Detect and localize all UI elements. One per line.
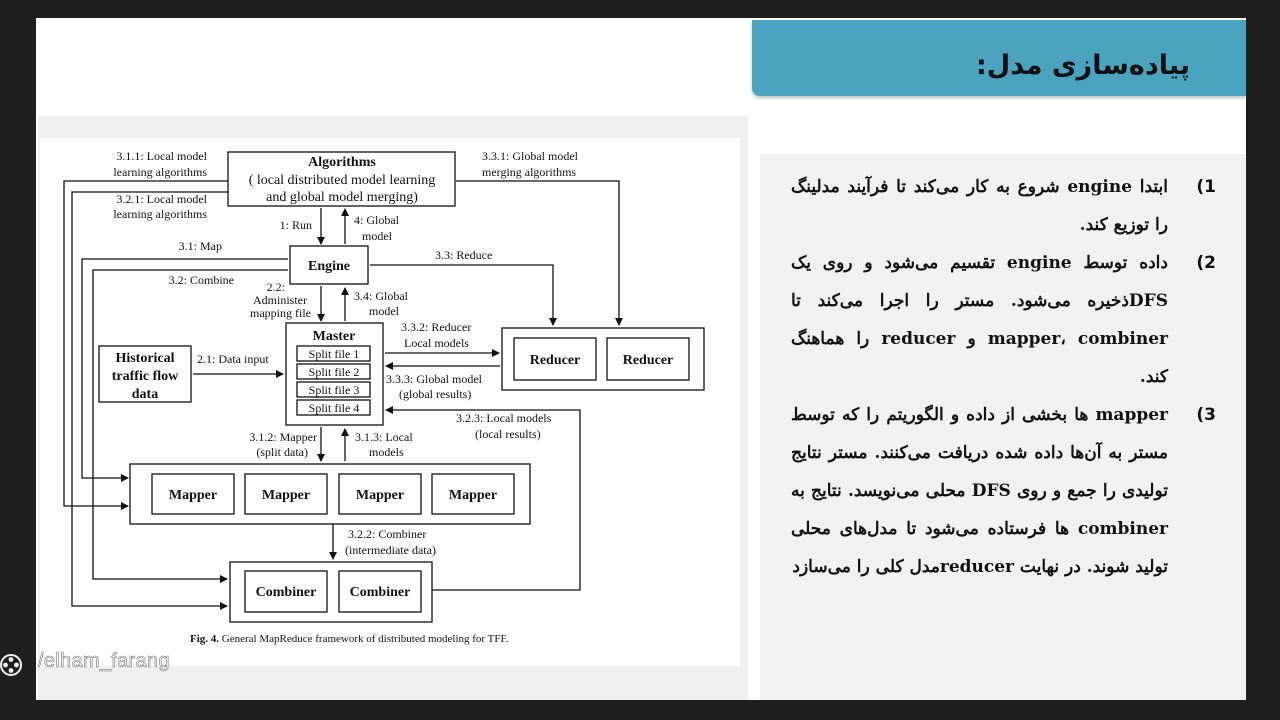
edge-label-combine: 3.2: Combine xyxy=(168,273,234,287)
split-file-2-label: Split file 2 xyxy=(308,365,360,379)
caption-fig-number: Fig. 4. xyxy=(190,633,220,645)
film-reel-icon xyxy=(0,652,24,678)
step-number-3: 3) xyxy=(1196,405,1216,425)
edge-label-3-1-1b: learning algorithms xyxy=(113,165,207,179)
reducer-label-2: Reducer xyxy=(622,353,674,368)
mapper-label-2: Mapper xyxy=(261,488,311,503)
step-text-3: mapper ها بخشی از داده و الگوریتم را که توسط مستر به آن‌ها داده شده دریافت می‌کنند. مستر نتایج تولیدی را جمع و روی DFS محلی می‌نویسد. نتایج به combiner ها فرستاده می‌شود تا مدل‌های محلی تولید شوند. در نهایت reducerمدل کلی را می‌سازد xyxy=(791,405,1169,577)
edge-label-3-2-2b: (intermediate data) xyxy=(345,543,436,557)
mapper-label-3: Mapper xyxy=(355,488,405,503)
algorithms-line-1: ( local distributed model learning xyxy=(248,173,436,188)
figure-canvas xyxy=(40,138,740,666)
reducer-label-1: Reducer xyxy=(529,353,581,368)
split-file-3-label: Split file 3 xyxy=(308,383,360,397)
edge-label-3-1-3a: 3.1.3: Local xyxy=(355,430,413,444)
edge-label-3-3-2a: 3.3.2: Reducer xyxy=(401,320,472,334)
step-number-2: 2) xyxy=(1196,253,1216,273)
edge-label-3-2-3a: 3.2.3: Local models xyxy=(456,411,552,425)
caption-text: General MapReduce framework of distributed modeling for TFF. xyxy=(219,633,509,645)
steps-list xyxy=(791,168,1216,586)
edge-label-3-3-3a: 3.3.3: Global model xyxy=(386,372,482,386)
local-learning-arrow-1 xyxy=(64,181,228,506)
edge-label-3-1-2a: 3.1.2: Mapper xyxy=(249,430,317,444)
slide-title: پیاده‌سازی مدل: xyxy=(975,50,1190,81)
edge-label-3-3-1a: 3.3.1: Global model xyxy=(482,149,578,163)
edge-label-2-2b: Administer xyxy=(253,293,307,307)
master-label: Master xyxy=(312,329,356,344)
edge-label-3-1-1a: 3.1.1: Local model xyxy=(116,149,207,163)
edge-label-map: 3.1: Map xyxy=(178,239,222,253)
historical-line-2: traffic flow xyxy=(111,369,179,384)
split-file-4-label: Split file 4 xyxy=(308,401,360,415)
watermark-handle: /elham_farang xyxy=(38,650,170,672)
step-text-2: داده توسط engine تقسیم می‌شود و روی یک DFSذخیره می‌شود. مستر را اجرا می‌کند تا mapper، combiner و reducer را هماهنگ کند. xyxy=(791,253,1168,387)
edge-label-3-2-1a: 3.2.1: Local model xyxy=(116,192,207,206)
edge-label-reduce: 3.3: Reduce xyxy=(435,248,493,262)
edge-label-global-b: model xyxy=(362,229,392,243)
combiner-label-1: Combiner xyxy=(255,585,317,600)
edge-label-run: 1: Run xyxy=(279,218,312,232)
historical-line-3: data xyxy=(131,387,159,402)
edge-label-3-3-3b: (global results) xyxy=(399,387,472,401)
engine-label: Engine xyxy=(307,259,351,274)
mapper-label-4: Mapper xyxy=(448,488,498,503)
edge-label-3-3-1b: merging algorithms xyxy=(482,165,577,179)
edge-label-3-2-2a: 3.2.2: Combiner xyxy=(348,527,427,541)
edge-label-3-2-1b: learning algorithms xyxy=(113,207,207,221)
figure-caption xyxy=(190,633,509,645)
step-text-1: ابتدا engine شروع به کار می‌کند تا فرآیند مدلینگ را توزیع کند. xyxy=(791,177,1168,235)
mapper-label-1: Mapper xyxy=(168,488,218,503)
step-item-1 xyxy=(791,168,1216,244)
edge-label-3-3-2b: Local models xyxy=(404,336,469,350)
algorithms-title: Algorithms xyxy=(308,155,376,170)
edge-label-2-2a: 2.2: xyxy=(266,280,285,294)
edge-label-global-a: 4: Global xyxy=(354,213,399,227)
slide xyxy=(36,18,1246,700)
edge-label-3-1-2b: (split data) xyxy=(256,445,308,459)
step-item-2 xyxy=(791,244,1216,396)
figure-panel xyxy=(38,116,748,700)
edge-label-2-2c: mapping file xyxy=(250,306,311,320)
combiner-label-2: Combiner xyxy=(349,585,411,600)
historical-line-1: Historical xyxy=(115,351,175,366)
algorithms-line-2: and global model merging) xyxy=(266,190,418,205)
title-bar xyxy=(752,20,1246,96)
split-file-1-label: Split file 1 xyxy=(308,347,360,361)
edge-label-3-1-3b: models xyxy=(369,445,404,459)
edge-label-3-2-3b: (local results) xyxy=(475,427,541,441)
mapreduce-diagram xyxy=(40,138,740,666)
edge-label-3-4b: model xyxy=(369,304,399,318)
step-item-3 xyxy=(791,396,1216,586)
step-number-1: 1) xyxy=(1196,177,1216,197)
edge-label-data-input: 2.1: Data input xyxy=(197,352,269,366)
edge-label-3-4a: 3.4: Global xyxy=(354,289,408,303)
